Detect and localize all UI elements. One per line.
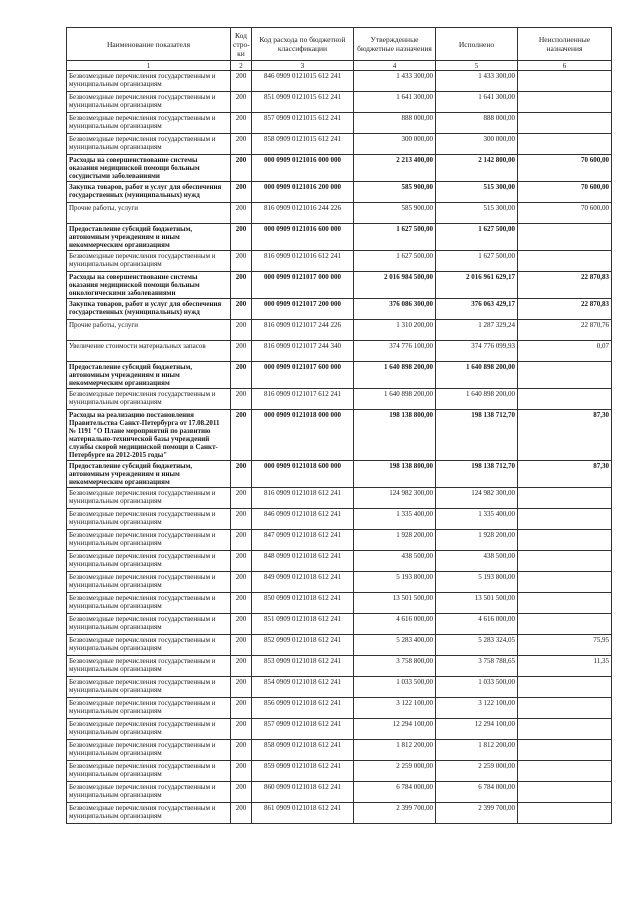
cell-expense-code: 847 0909 0121018 612 241	[252, 530, 354, 551]
table-row	[67, 656, 612, 677]
table-row	[67, 224, 612, 251]
cell-expense-code: 856 0909 0121018 612 241	[252, 698, 354, 719]
cell-line-code: 200	[231, 113, 252, 134]
table-row	[67, 272, 612, 299]
cell-unexecuted	[518, 719, 612, 740]
cell-executed: 13 501 500,00	[436, 593, 518, 614]
cell-approved: 1 812 200,00	[354, 740, 436, 761]
cell-approved: 13 501 500,00	[354, 593, 436, 614]
cell-unexecuted	[518, 509, 612, 530]
cell-line-code: 200	[231, 803, 252, 824]
cell-expense-code: 816 0909 0121017 244 340	[252, 341, 354, 362]
cell-unexecuted: 87,30	[518, 461, 612, 488]
table-row	[67, 461, 612, 488]
cell-executed: 198 138 712,70	[436, 461, 518, 488]
cell-line-code: 200	[231, 71, 252, 92]
cell-name: Безвозмездные перечисления государственным и муниципальным организациям	[67, 389, 231, 410]
cell-unexecuted: 22 870,83	[518, 272, 612, 299]
table-row	[67, 251, 612, 272]
cell-approved: 1 641 300,00	[354, 92, 436, 113]
column-number: 3	[252, 61, 354, 71]
table-row	[67, 155, 612, 182]
cell-approved: 12 294 100,00	[354, 719, 436, 740]
cell-name: Увеличение стоимости материальных запасов	[67, 341, 231, 362]
cell-name: Безвозмездные перечисления государственным и муниципальным организациям	[67, 698, 231, 719]
table-row	[67, 782, 612, 803]
table-row	[67, 677, 612, 698]
table-header-row	[67, 28, 612, 61]
cell-expense-code: 849 0909 0121018 612 241	[252, 572, 354, 593]
cell-line-code: 200	[231, 740, 252, 761]
cell-expense-code: 848 0909 0121018 612 241	[252, 551, 354, 572]
cell-approved: 1 310 200,00	[354, 320, 436, 341]
cell-approved: 1 627 500,00	[354, 224, 436, 251]
cell-executed: 1 433 300,00	[436, 71, 518, 92]
cell-approved: 4 616 000,00	[354, 614, 436, 635]
cell-name: Безвозмездные перечисления государственным и муниципальным организациям	[67, 656, 231, 677]
table-row	[67, 488, 612, 509]
cell-approved: 3 758 800,00	[354, 656, 436, 677]
cell-approved: 198 138 800,00	[354, 410, 436, 461]
cell-name: Расходы на совершенствование системы оказания медицинской помощи больным сосудистыми заболеваниями	[67, 155, 231, 182]
table-row	[67, 635, 612, 656]
cell-expense-code: 846 0909 0121018 612 241	[252, 509, 354, 530]
table-row	[67, 389, 612, 410]
cell-approved: 6 784 000,00	[354, 782, 436, 803]
cell-expense-code: 000 0909 0121017 000 000	[252, 272, 354, 299]
table-row	[67, 614, 612, 635]
cell-unexecuted	[518, 530, 612, 551]
cell-executed: 300 000,00	[436, 134, 518, 155]
cell-line-code: 200	[231, 551, 252, 572]
cell-name: Безвозмездные перечисления государственным и муниципальным организациям	[67, 551, 231, 572]
cell-approved: 1 433 300,00	[354, 71, 436, 92]
cell-executed: 888 000,00	[436, 113, 518, 134]
table-row	[67, 113, 612, 134]
cell-expense-code: 000 0909 0121016 600 000	[252, 224, 354, 251]
cell-unexecuted: 0,07	[518, 341, 612, 362]
cell-executed: 374 776 099,93	[436, 341, 518, 362]
cell-executed: 515 300,00	[436, 182, 518, 203]
cell-expense-code: 000 0909 0121017 200 000	[252, 299, 354, 320]
cell-name: Предоставление субсидий бюджетным, автономным учреждениям и иным некоммерческим организациям	[67, 362, 231, 389]
cell-unexecuted: 11,35	[518, 656, 612, 677]
cell-unexecuted	[518, 614, 612, 635]
cell-expense-code: 816 0909 0121017 244 226	[252, 320, 354, 341]
table-row	[67, 362, 612, 389]
cell-name: Безвозмездные перечисления государственным и муниципальным организациям	[67, 635, 231, 656]
cell-expense-code: 816 0909 0121017 612 241	[252, 389, 354, 410]
cell-name: Закупка товаров, работ и услуг для обеспечения государственных (муниципальных) нужд	[67, 182, 231, 203]
cell-name: Безвозмездные перечисления государственным и муниципальным организациям	[67, 740, 231, 761]
header-line-code: Код стро- ки	[231, 28, 252, 61]
cell-approved: 438 500,00	[354, 551, 436, 572]
cell-approved: 2 016 984 500,00	[354, 272, 436, 299]
cell-expense-code: 000 0909 0121018 000 000	[252, 410, 354, 461]
cell-executed: 198 138 712,70	[436, 410, 518, 461]
cell-name: Прочие работы, услуги	[67, 320, 231, 341]
table-body	[67, 71, 612, 824]
cell-line-code: 200	[231, 635, 252, 656]
cell-approved: 376 086 300,00	[354, 299, 436, 320]
cell-line-code: 200	[231, 488, 252, 509]
table-row	[67, 71, 612, 92]
cell-executed: 124 982 300,00	[436, 488, 518, 509]
cell-expense-code: 861 0909 0121018 612 241	[252, 803, 354, 824]
table-row	[67, 551, 612, 572]
cell-expense-code: 857 0909 0121015 612 241	[252, 113, 354, 134]
cell-executed: 1 627 500,00	[436, 224, 518, 251]
cell-line-code: 200	[231, 593, 252, 614]
cell-executed: 6 784 000,00	[436, 782, 518, 803]
cell-expense-code: 000 0909 0121016 200 000	[252, 182, 354, 203]
cell-unexecuted: 70 600,00	[518, 182, 612, 203]
cell-approved: 585 900,00	[354, 182, 436, 203]
cell-approved: 300 000,00	[354, 134, 436, 155]
cell-expense-code: 851 0909 0121015 612 241	[252, 92, 354, 113]
cell-approved: 3 122 100,00	[354, 698, 436, 719]
cell-unexecuted	[518, 761, 612, 782]
cell-unexecuted: 87,30	[518, 410, 612, 461]
cell-unexecuted	[518, 740, 612, 761]
cell-unexecuted	[518, 593, 612, 614]
cell-executed: 2 016 961 629,17	[436, 272, 518, 299]
cell-executed: 438 500,00	[436, 551, 518, 572]
cell-executed: 1 640 898 200,00	[436, 362, 518, 389]
cell-unexecuted	[518, 362, 612, 389]
cell-unexecuted	[518, 803, 612, 824]
cell-line-code: 200	[231, 698, 252, 719]
cell-name: Безвозмездные перечисления государственным и муниципальным организациям	[67, 71, 231, 92]
header-name: Наименование показателя	[67, 28, 231, 61]
cell-executed: 1 287 329,24	[436, 320, 518, 341]
cell-approved: 5 283 400,00	[354, 635, 436, 656]
cell-expense-code: 000 0909 0121018 600 000	[252, 461, 354, 488]
cell-name: Безвозмездные перечисления государственным и муниципальным организациям	[67, 572, 231, 593]
cell-approved: 1 335 400,00	[354, 509, 436, 530]
cell-name: Безвозмездные перечисления государственным и муниципальным организациям	[67, 782, 231, 803]
cell-line-code: 200	[231, 572, 252, 593]
table-row	[67, 299, 612, 320]
cell-line-code: 200	[231, 341, 252, 362]
table-row	[67, 719, 612, 740]
table-row	[67, 203, 612, 224]
cell-unexecuted	[518, 92, 612, 113]
cell-approved: 1 033 500,00	[354, 677, 436, 698]
cell-executed: 2 259 000,00	[436, 761, 518, 782]
cell-executed: 1 641 300,00	[436, 92, 518, 113]
table-row	[67, 698, 612, 719]
header-executed: Исполнено	[436, 28, 518, 61]
cell-executed: 2 142 800,00	[436, 155, 518, 182]
cell-name: Расходы на реализацию постановления Правительства Санкт-Петербурга от 17.08.2011 № 1191 "О Плане мероприятий по развитию материально-технической базы учреждений службы скорой медицинской помощи в Санкт-Петербурге на 2012-2015 годы"	[67, 410, 231, 461]
cell-approved: 1 640 898 200,00	[354, 389, 436, 410]
cell-expense-code: 000 0909 0121016 000 000	[252, 155, 354, 182]
cell-line-code: 200	[231, 530, 252, 551]
cell-unexecuted	[518, 572, 612, 593]
cell-line-code: 200	[231, 509, 252, 530]
cell-approved: 2 259 000,00	[354, 761, 436, 782]
cell-line-code: 200	[231, 320, 252, 341]
cell-unexecuted: 75,95	[518, 635, 612, 656]
column-number: 5	[436, 61, 518, 71]
cell-approved: 2 213 400,00	[354, 155, 436, 182]
table-row	[67, 410, 612, 461]
cell-expense-code: 860 0909 0121018 612 241	[252, 782, 354, 803]
table-row	[67, 509, 612, 530]
cell-expense-code: 000 0909 0121017 600 000	[252, 362, 354, 389]
cell-unexecuted	[518, 251, 612, 272]
cell-unexecuted: 22 870,76	[518, 320, 612, 341]
cell-executed: 5 283 324,05	[436, 635, 518, 656]
cell-executed: 1 033 500,00	[436, 677, 518, 698]
cell-expense-code: 846 0909 0121015 612 241	[252, 71, 354, 92]
cell-name: Безвозмездные перечисления государственным и муниципальным организациям	[67, 761, 231, 782]
cell-executed: 1 640 898 200,00	[436, 389, 518, 410]
budget-execution-table	[66, 27, 612, 824]
cell-expense-code: 851 0909 0121018 612 241	[252, 614, 354, 635]
table-row	[67, 182, 612, 203]
cell-approved: 888 000,00	[354, 113, 436, 134]
cell-line-code: 200	[231, 182, 252, 203]
cell-approved: 124 982 300,00	[354, 488, 436, 509]
header-unexecuted: Неисполненные назначения	[518, 28, 612, 61]
cell-name: Предоставление субсидий бюджетным, автономным учреждениям и иным некоммерческим организациям	[67, 224, 231, 251]
cell-name: Расходы на совершенствование системы оказания медицинской помощи больным онкологическими заболеваниями	[67, 272, 231, 299]
cell-unexecuted	[518, 71, 612, 92]
table-row	[67, 530, 612, 551]
cell-name: Безвозмездные перечисления государственным и муниципальным организациям	[67, 719, 231, 740]
cell-name: Безвозмездные перечисления государственным и муниципальным организациям	[67, 488, 231, 509]
table-row	[67, 572, 612, 593]
cell-executed: 1 812 200,00	[436, 740, 518, 761]
table-row	[67, 761, 612, 782]
cell-approved: 5 193 800,00	[354, 572, 436, 593]
cell-name: Безвозмездные перечисления государственным и муниципальным организациям	[67, 614, 231, 635]
cell-line-code: 200	[231, 251, 252, 272]
cell-expense-code: 850 0909 0121018 612 241	[252, 593, 354, 614]
cell-approved: 2 399 700,00	[354, 803, 436, 824]
cell-executed: 12 294 100,00	[436, 719, 518, 740]
cell-line-code: 200	[231, 92, 252, 113]
table-row	[67, 341, 612, 362]
cell-executed: 2 399 700,00	[436, 803, 518, 824]
cell-unexecuted	[518, 677, 612, 698]
cell-unexecuted: 70 600,00	[518, 203, 612, 224]
cell-line-code: 200	[231, 299, 252, 320]
cell-executed: 376 063 429,17	[436, 299, 518, 320]
cell-line-code: 200	[231, 389, 252, 410]
cell-unexecuted	[518, 551, 612, 572]
column-number: 1	[67, 61, 231, 71]
cell-line-code: 200	[231, 614, 252, 635]
cell-expense-code: 852 0909 0121018 612 241	[252, 635, 354, 656]
table-row	[67, 134, 612, 155]
table-row	[67, 320, 612, 341]
cell-executed: 3 758 788,65	[436, 656, 518, 677]
cell-executed: 515 300,00	[436, 203, 518, 224]
table-row	[67, 803, 612, 824]
cell-line-code: 200	[231, 719, 252, 740]
cell-line-code: 200	[231, 782, 252, 803]
header-approved: Утвержденные бюджетные назначения	[354, 28, 436, 61]
cell-executed: 1 627 500,00	[436, 251, 518, 272]
cell-expense-code: 854 0909 0121018 612 241	[252, 677, 354, 698]
cell-line-code: 200	[231, 362, 252, 389]
cell-name: Прочие работы, услуги	[67, 203, 231, 224]
column-number: 4	[354, 61, 436, 71]
cell-line-code: 200	[231, 155, 252, 182]
cell-approved: 1 928 200,00	[354, 530, 436, 551]
cell-unexecuted	[518, 389, 612, 410]
cell-line-code: 200	[231, 656, 252, 677]
cell-unexecuted: 70 600,00	[518, 155, 612, 182]
cell-line-code: 200	[231, 272, 252, 299]
cell-name: Безвозмездные перечисления государственным и муниципальным организациям	[67, 92, 231, 113]
table-row	[67, 92, 612, 113]
cell-expense-code: 858 0909 0121018 612 241	[252, 740, 354, 761]
cell-name: Безвозмездные перечисления государственным и муниципальным организациям	[67, 113, 231, 134]
cell-approved: 1 627 500,00	[354, 251, 436, 272]
cell-unexecuted	[518, 782, 612, 803]
cell-name: Закупка товаров, работ и услуг для обеспечения государственных (муниципальных) нужд	[67, 299, 231, 320]
cell-name: Безвозмездные перечисления государственным и муниципальным организациям	[67, 251, 231, 272]
cell-unexecuted	[518, 698, 612, 719]
cell-approved: 585 900,00	[354, 203, 436, 224]
cell-line-code: 200	[231, 677, 252, 698]
cell-name: Безвозмездные перечисления государственным и муниципальным организациям	[67, 530, 231, 551]
cell-name: Безвозмездные перечисления государственным и муниципальным организациям	[67, 134, 231, 155]
cell-name: Безвозмездные перечисления государственным и муниципальным организациям	[67, 677, 231, 698]
table-row	[67, 593, 612, 614]
cell-approved: 1 640 898 200,00	[354, 362, 436, 389]
cell-name: Безвозмездные перечисления государственным и муниципальным организациям	[67, 509, 231, 530]
cell-executed: 3 122 100,00	[436, 698, 518, 719]
cell-unexecuted	[518, 134, 612, 155]
cell-expense-code: 816 0909 0121018 612 241	[252, 488, 354, 509]
cell-expense-code: 858 0909 0121015 612 241	[252, 134, 354, 155]
cell-line-code: 200	[231, 410, 252, 461]
column-number: 6	[518, 61, 612, 71]
cell-line-code: 200	[231, 461, 252, 488]
cell-executed: 4 616 000,00	[436, 614, 518, 635]
cell-approved: 198 138 800,00	[354, 461, 436, 488]
column-number-row	[67, 61, 612, 71]
cell-expense-code: 859 0909 0121018 612 241	[252, 761, 354, 782]
cell-executed: 5 193 800,00	[436, 572, 518, 593]
cell-unexecuted: 22 870,83	[518, 299, 612, 320]
table-row	[67, 740, 612, 761]
column-number: 2	[231, 61, 252, 71]
cell-executed: 1 335 400,00	[436, 509, 518, 530]
cell-name: Безвозмездные перечисления государственным и муниципальным организациям	[67, 803, 231, 824]
cell-approved: 374 776 100,00	[354, 341, 436, 362]
cell-name: Безвозмездные перечисления государственным и муниципальным организациям	[67, 593, 231, 614]
cell-line-code: 200	[231, 224, 252, 251]
cell-line-code: 200	[231, 761, 252, 782]
cell-expense-code: 816 0909 0121016 612 241	[252, 251, 354, 272]
cell-expense-code: 857 0909 0121018 612 241	[252, 719, 354, 740]
cell-name: Предоставление субсидий бюджетным, автономным учреждениям и иным некоммерческим организациям	[67, 461, 231, 488]
cell-expense-code: 816 0909 0121016 244 226	[252, 203, 354, 224]
header-expense-code: Код расхода по бюджетной классификации	[252, 28, 354, 61]
cell-line-code: 200	[231, 134, 252, 155]
cell-expense-code: 853 0909 0121018 612 241	[252, 656, 354, 677]
cell-line-code: 200	[231, 203, 252, 224]
cell-unexecuted	[518, 113, 612, 134]
cell-unexecuted	[518, 224, 612, 251]
cell-unexecuted	[518, 488, 612, 509]
cell-executed: 1 928 200,00	[436, 530, 518, 551]
